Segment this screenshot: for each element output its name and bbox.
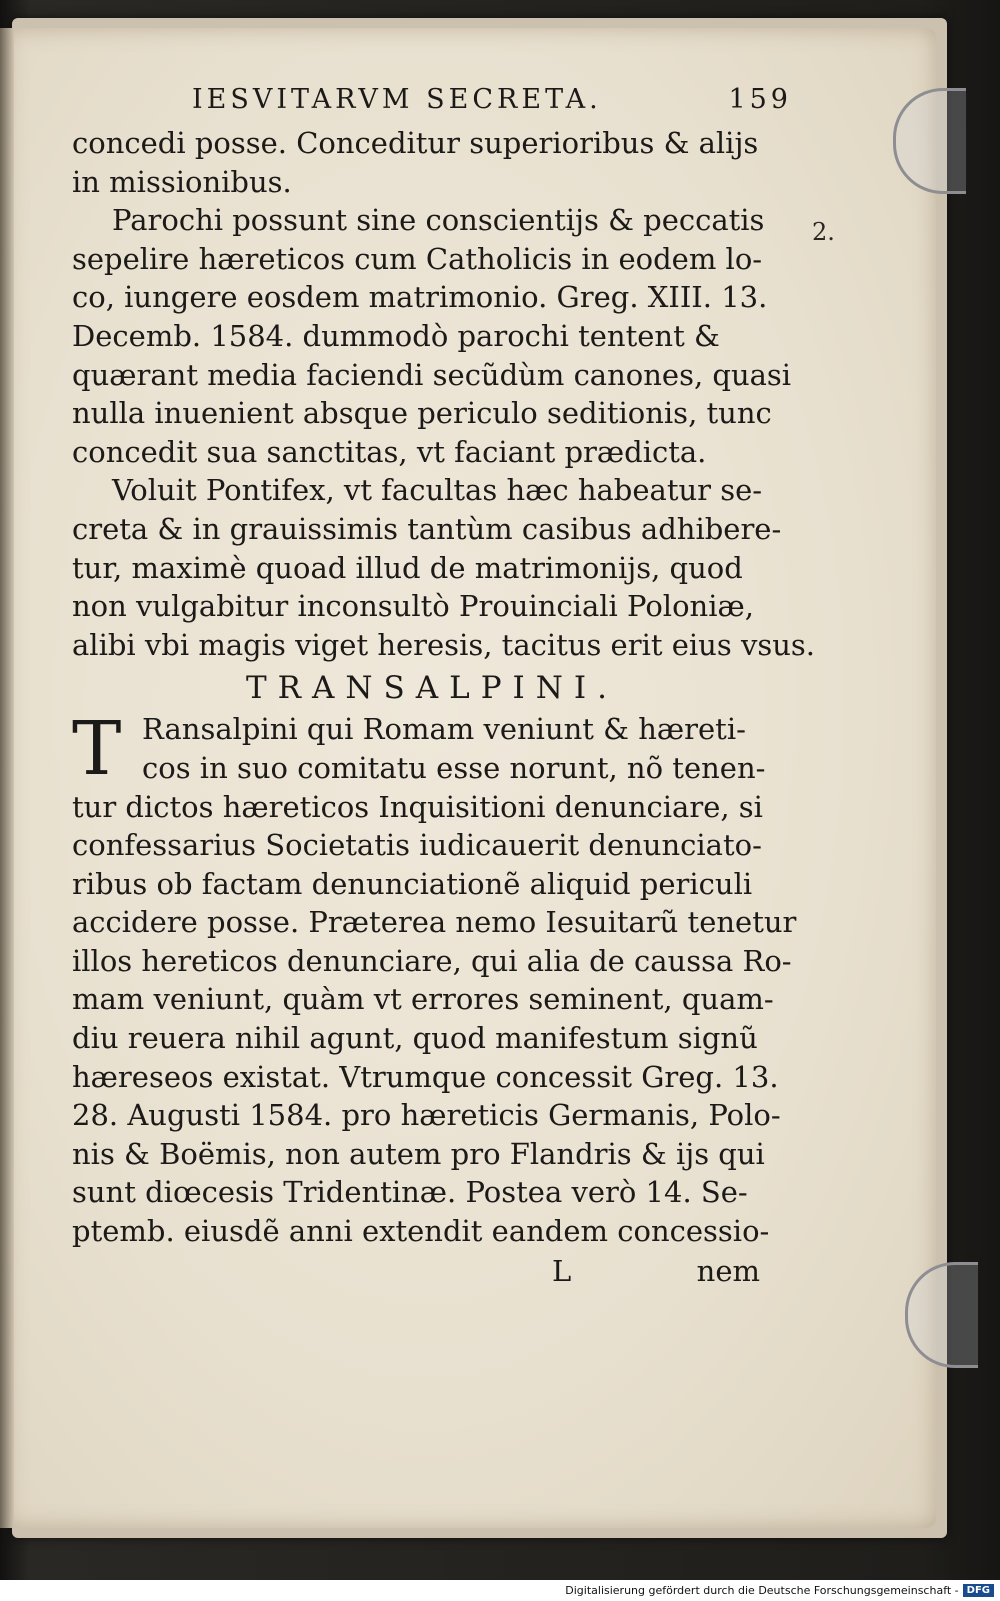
binding-gutter — [0, 28, 14, 1528]
text-line: cos in suo comitatu esse norunt, nõ tenen- — [142, 750, 766, 785]
text-line: ribus ob factam denunciationẽ aliquid periculi — [72, 866, 753, 901]
page-footer-marks — [72, 1251, 792, 1291]
text-line: accidere posse. Præterea nemo Iesuitarũ tenetur — [72, 905, 797, 940]
text-line: 28. Augusti 1584. pro hæreticis Germanis, Polo- — [72, 1098, 781, 1133]
page-number: 159 — [728, 84, 792, 115]
text-line: quærant media faciendi secũdùm canones, quasi — [72, 357, 792, 392]
paragraph — [72, 471, 815, 664]
text-line: confessarius Societatis iudicauerit denunciato- — [72, 828, 762, 863]
signature-mark: L — [552, 1253, 572, 1288]
running-title: IESVITARVM SECRETA. — [192, 84, 602, 115]
text-line: co, iungere eosdem matrimonio. Greg. XIII. 13. — [72, 280, 768, 315]
section-title: TRANSALPINI. — [245, 670, 619, 707]
text-line: illos hereticos denunciare, qui alia de caussa Ro- — [72, 943, 792, 978]
text-line: creta & in grauissimis tantùm casibus adhibere- — [72, 511, 782, 546]
dfg-logo: DFG — [963, 1584, 994, 1597]
text-line: concedi posse. Conceditur superioribus & alijs — [72, 126, 759, 160]
text-line: nis & Boëmis, non autem pro Flandris & ijs qui — [72, 1136, 765, 1171]
text-line: Decemb. 1584. dummodò parochi tentent & — [72, 318, 720, 353]
text-line: concedit sua sanctitas, vt faciant prædicta. — [72, 434, 707, 469]
catchword: nem — [696, 1253, 760, 1288]
text-line: tur, maximè quoad illud de matrimonijs, quod — [72, 550, 743, 585]
section-paragraph — [72, 706, 797, 1250]
page-text — [72, 84, 815, 1291]
digitization-credit-bar — [0, 1580, 1000, 1601]
text-line: sunt diœcesis Tridentinæ. Postea verò 14. Se- — [72, 1175, 748, 1210]
running-head — [72, 84, 792, 124]
text-line: non vulgabitur inconsultò Prouinciali Poloniæ, — [72, 589, 754, 624]
text-line: diu reuera nihil agunt, quod manifestum signũ — [72, 1021, 758, 1056]
text-line: ptemb. eiusdẽ anni extendit eandem concessio- — [72, 1214, 770, 1249]
text-line: alibi vbi magis viget heresis, tacitus erit eius vsus. — [72, 627, 815, 662]
text-line: in missionibus. — [72, 164, 292, 199]
margin-note: 2. — [812, 218, 835, 246]
text-line: hæreseos existat. Vtrumque concessit Greg. 13. — [72, 1059, 779, 1094]
paragraph — [72, 124, 792, 201]
paragraph — [72, 201, 792, 471]
text-line: sepelire hæreticos cum Catholicis in eodem lo- — [72, 241, 763, 276]
drop-cap: T — [72, 706, 122, 793]
text-line: Voluit Pontifex, vt facultas hæc habeatur se- — [112, 473, 763, 508]
text-line: nulla inuenient absque periculo seditionis, tunc — [72, 396, 772, 431]
digitization-credit: Digitalisierung gefördert durch die Deutsche Forschungsgemeinschaft - — [565, 1584, 959, 1597]
text-line: Parochi possunt sine conscientijs & peccatis — [112, 203, 765, 238]
text-line: mam veniunt, quàm vt errores seminent, quam- — [72, 982, 774, 1017]
text-line: Ransalpini qui Romam veniunt & hæreti- — [142, 712, 746, 747]
text-line: tur dictos hæreticos Inquisitioni denunciare, si — [72, 789, 763, 824]
